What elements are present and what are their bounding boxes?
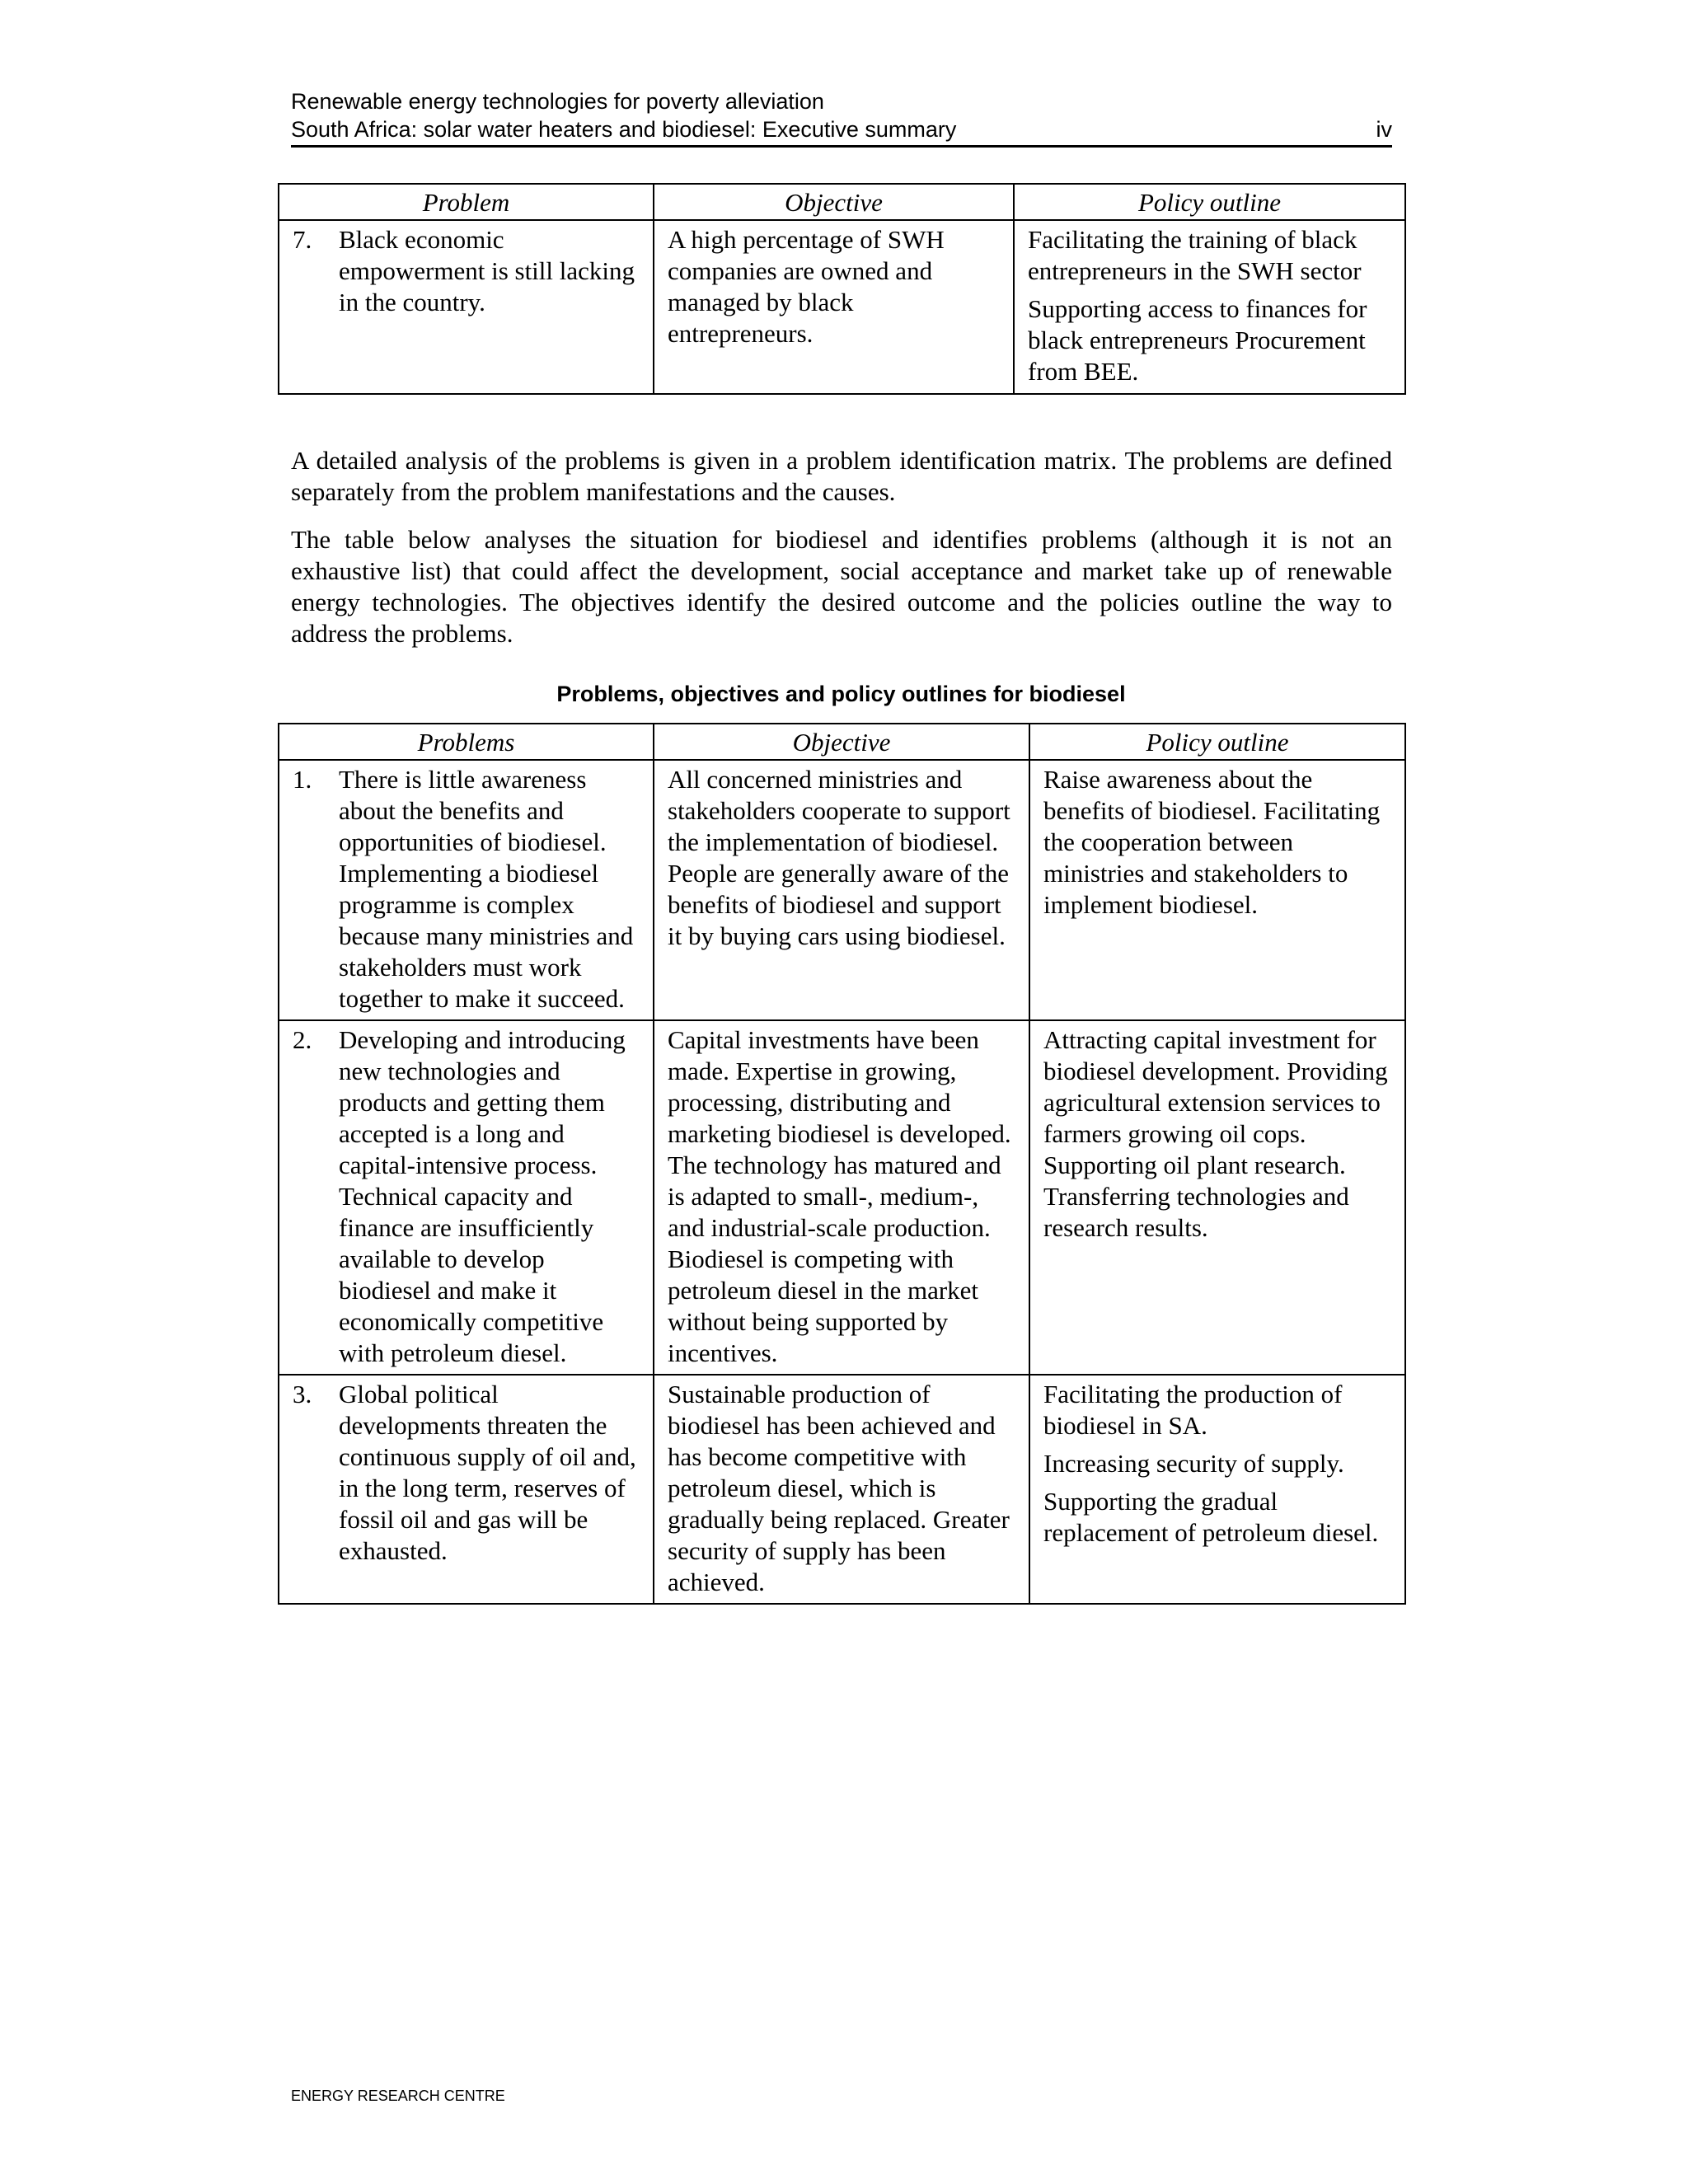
policy-cell: [1029, 1375, 1405, 1604]
column-header-objective: Objective: [654, 184, 1014, 220]
objective-cell: Sustainable production of biodiesel has been achieved and has become competitive with petroleum diesel, which is gradually being replaced. Greater security of supply has been achieved.: [654, 1375, 1029, 1604]
problem-cell: [279, 220, 654, 394]
column-header-objective: Objective: [654, 724, 1029, 760]
problem-text: There is little awareness about the benefits and opportunities of biodiesel. Implementing a biodiesel programme is complex because many ministries and stakeholders must work together to make it succeed.: [339, 765, 634, 1013]
table-row: [279, 220, 1405, 394]
column-header-problem: Problem: [279, 184, 654, 220]
policy-text: Raise awareness about the benefits of biodiesel. Facilitating the cooperation between ministries and stakeholders to implement biodiesel.: [1043, 765, 1381, 919]
policy-cell: [1029, 760, 1405, 1020]
body-paragraph: A detailed analysis of the problems is given in a problem identification matrix. The problems are defined separately from the problem manifestations and the causes.: [291, 446, 1392, 506]
table-row: [279, 1020, 1405, 1375]
swh-policy-table: [278, 183, 1406, 395]
table-header-row: [279, 724, 1405, 760]
objective-cell: All concerned ministries and stakeholders cooperate to support the implementation of biodiesel. People are generally aware of the benefits of biodiesel and support it by buying cars using biodiesel.: [654, 760, 1029, 1020]
column-header-policy: Policy outline: [1029, 724, 1405, 760]
header-title: Renewable energy technologies for poverty alleviation: [291, 89, 824, 114]
problem-cell: [279, 1375, 654, 1604]
objective-cell: Capital investments have been made. Expertise in growing, processing, distributing and marketing biodiesel is developed. The technology has matured and is adapted to small-, medium-, and industrial-scale production. Biodiesel is competing with petroleum diesel in the market without being supported by incentives.: [654, 1020, 1029, 1375]
row-number: 2.: [293, 1025, 312, 1054]
column-header-problems: Problems: [279, 724, 654, 760]
row-number: 7.: [293, 225, 312, 254]
header-subtitle: South Africa: solar water heaters and biodiesel: Executive summary: [291, 117, 957, 142]
page-footer: ENERGY RESEARCH CENTRE: [291, 2088, 505, 2104]
problem-cell: [279, 760, 654, 1020]
biodiesel-policy-table: [278, 723, 1406, 1605]
column-header-policy: Policy outline: [1014, 184, 1405, 220]
body-paragraph: The table below analyses the situation for biodiesel and identifies problems (although it is not an exhaustive list) that could affect the development, social acceptance and market take up of renewable energy technologies. The objectives identify the desired outcome and the policies outline the way to address the problems.: [291, 525, 1392, 648]
policy-text: Supporting the gradual replacement of petroleum diesel.: [1043, 1487, 1379, 1547]
policy-text: Attracting capital investment for biodiesel development. Providing agricultural extension services to farmers growing oil cops. Supporting oil plant research. Transferring technologies and research results.: [1043, 1025, 1388, 1242]
problem-text: Black economic empowerment is still lacking in the country.: [339, 225, 635, 316]
policy-text: Increasing security of supply.: [1043, 1449, 1344, 1478]
policy-cell: [1029, 1020, 1405, 1375]
table-caption: Problems, objectives and policy outlines for biodiesel: [556, 682, 1126, 706]
row-number: 3.: [293, 1380, 312, 1408]
objective-cell: A high percentage of SWH companies are owned and managed by black entrepreneurs.: [654, 220, 1014, 394]
problem-text: Global political developments threaten the continuous supply of oil and, in the long term, reserves of fossil oil and gas will be exhausted.: [339, 1380, 636, 1565]
header-rule: [291, 145, 1392, 148]
table-row: [279, 1375, 1405, 1604]
row-number: 1.: [293, 765, 312, 794]
table-header-row: [279, 184, 1405, 220]
policy-cell: [1014, 220, 1405, 394]
policy-text: Facilitating the training of black entrepreneurs in the SWH sector: [1028, 225, 1362, 285]
problem-text: Developing and introducing new technologies and products and getting them accepted is a long and capital-intensive process. Technical capacity and finance are insufficiently available to develop biodiesel and make it economically competitive with petroleum diesel.: [339, 1025, 626, 1367]
table-row: [279, 760, 1405, 1020]
policy-text: Supporting access to finances for black entrepreneurs Procurement from BEE.: [1028, 294, 1367, 386]
problem-cell: [279, 1020, 654, 1375]
page-number: iv: [1376, 117, 1392, 142]
policy-text: Facilitating the production of biodiesel in SA.: [1043, 1380, 1343, 1440]
running-header: [291, 87, 1392, 148]
